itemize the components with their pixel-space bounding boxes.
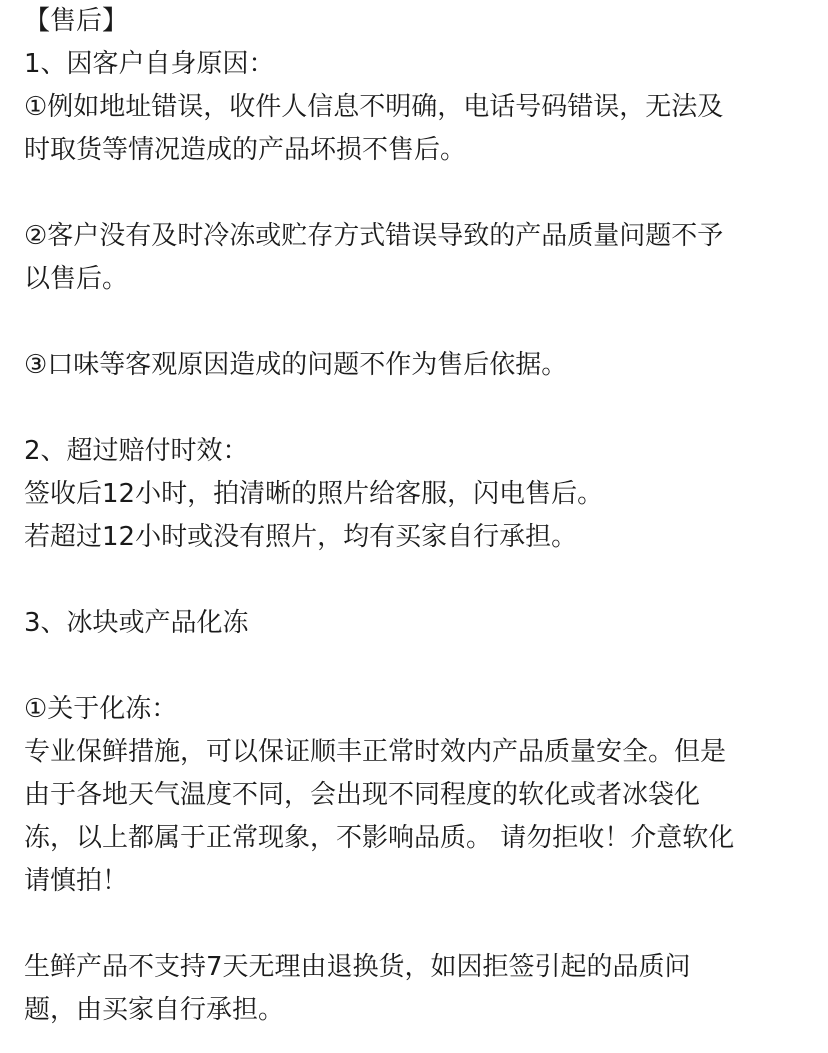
clause-3-item-1-line-3: 冻，以上都属于正常现象，不影响品质。 请勿拒收！介意软化 xyxy=(24,823,735,853)
clause-1-item-2-line-2: 以售后。 xyxy=(24,264,129,294)
clause-3-item-1-line-4: 请慎拍！ xyxy=(24,866,129,896)
clause-1-item-2-line-1: ②客户没有及时冷冻或贮存方式错误导致的产品质量问题不予 xyxy=(24,221,724,251)
return-policy-line-2: 题，由买家自行承担。 xyxy=(24,995,285,1025)
spacer xyxy=(24,903,814,946)
spacer xyxy=(24,645,814,688)
clause-1-title: 1、因客户自身原因： xyxy=(24,49,275,79)
clause-3-title: 3、冰块或产品化冻 xyxy=(24,608,249,638)
clause-1-item-3: ③口味等客观原因造成的问题不作为售后依据。 xyxy=(24,350,568,380)
return-policy-line-1: 生鲜产品不支持7天无理由退换货，如因拒签引起的品质问 xyxy=(24,952,691,982)
section-heading: 【售后】 xyxy=(24,6,129,36)
clause-3-item-1-title: ①关于化冻： xyxy=(24,694,178,724)
spacer xyxy=(24,559,814,602)
clause-2-line-2: 若超过12小时或没有照片，均有买家自行承担。 xyxy=(24,522,578,552)
clause-1-item-1-line-1: ①例如地址错误，收件人信息不明确，电话号码错误，无法及 xyxy=(24,92,724,122)
spacer xyxy=(24,301,814,344)
spacer xyxy=(24,172,814,215)
clause-3-item-1-line-1: 专业保鲜措施，可以保证顺丰正常时效内产品质量安全。但是 xyxy=(24,737,727,767)
clause-1-item-1-line-2: 时取货等情况造成的产品坏损不售后。 xyxy=(24,135,467,165)
clause-3-item-1-line-2: 由于各地天气温度不同，会出现不同程度的软化或者冰袋化 xyxy=(24,780,701,810)
spacer xyxy=(24,387,814,430)
clause-2-line-1: 签收后12小时，拍清晰的照片给客服，闪电售后。 xyxy=(24,479,604,509)
clause-2-title: 2、超过赔付时效： xyxy=(24,436,249,466)
after-sales-document xyxy=(24,0,814,1032)
